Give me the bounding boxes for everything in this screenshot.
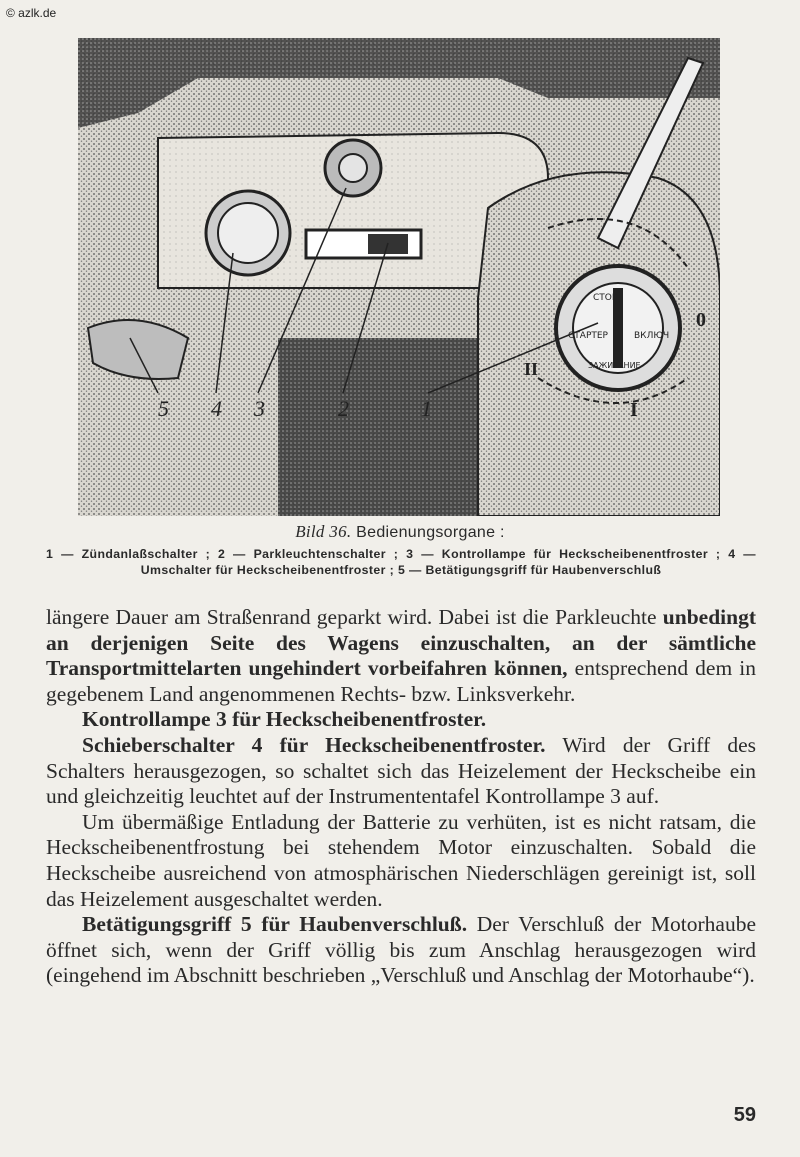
- figure-caption-text: Bedienungsorgane :: [356, 524, 505, 541]
- dial-mark-ii: II: [524, 359, 539, 379]
- paragraph-parking-light: [46, 605, 756, 707]
- callout-2: 2: [338, 396, 349, 421]
- paragraph-3-heading: Schieberschalter 4 für Heckscheibenentfroster.: [82, 732, 546, 757]
- paragraph-5-heading: Betätigungsgriff 5 für Haubenverschluß.: [82, 912, 468, 937]
- paragraph-4-text: Um übermäßige Entladung der Batterie zu verhüten, ist es nicht ratsam, die Heckscheibenentfrostung bei stehendem Motor einzuschalten. Sobald die Heckscheibe ausreichend von atmosphärischen Niederschlägen gereinigt ist, soll das Heizelement ausgeschaltet werden.: [46, 809, 756, 911]
- page-number: 59: [733, 1104, 756, 1126]
- body-text: [46, 605, 756, 989]
- paragraph-1-text: längere Dauer am Straßenrand geparkt wird. Dabei ist die Parkleuchte: [46, 605, 663, 629]
- ignition-label-on: ВКЛЮЧ: [634, 331, 670, 341]
- callout-4: 4: [211, 396, 222, 421]
- figure-legend: 1 — Zündanlaßschalter ; 2 — Parkleuchtenschalter ; 3 — Kontrollampe für Heckscheibenentfroster ; 4 — Umschalter für Heckscheibenentfroster ; 5 — Betätigungsgriff für Haubenverschluß: [46, 547, 756, 577]
- paragraph-5-text: Der Verschluß der Motorhaube öffnet sich, wenn der Griff völlig bis zum Anschlag herausgezogen wird (eingehend im Abschnitt beschrieben „Verschluß und Anschlag der Motorhaube“).: [46, 912, 757, 988]
- paragraph-1-emphasis: unbedingt an derjenigen Seite des Wagens einzuschalten, an der sämtliche Transportmittelarten ungehindert vorbeifahren können,: [46, 605, 756, 681]
- watermark: © azlk.de: [6, 6, 57, 20]
- dashboard-illustration: [78, 38, 720, 516]
- paragraph-battery: [46, 810, 756, 912]
- paragraph-3-text: Wird der Griff des Schalters herausgezogen, so schaltet sich das Heizelement der Heckscheibe ein und gleichzeitig leuchtet auf der Instrumententafel Kontrollampe 3 auf.: [46, 732, 756, 809]
- figure-caption-label: Bild 36.: [295, 522, 352, 541]
- paragraph-hood-release: [46, 912, 756, 989]
- paragraph-control-lamp: [46, 707, 756, 733]
- ignition-label-stop: СТОП: [593, 293, 619, 303]
- ignition-label-starter: СТАРТЕР: [568, 331, 608, 341]
- figure-caption-title: [0, 522, 800, 542]
- callout-1: 1: [421, 396, 432, 421]
- ignition-label-ignition: ЗАЖИГАНИЕ: [588, 361, 641, 370]
- dial-mark-0: 0: [696, 309, 706, 331]
- paragraph-slide-switch: [46, 733, 756, 810]
- paragraph-2-heading: Kontrollampe 3 für Heckscheibenentfroster.: [82, 707, 487, 732]
- dial-mark-i: I: [630, 399, 638, 421]
- callout-3: 3: [254, 396, 265, 421]
- callout-5: 5: [158, 396, 169, 421]
- paragraph-1-tail: entsprechend dem in gegebenem Land angenommenen Rechts- bzw. Linksverkehr.: [46, 656, 756, 706]
